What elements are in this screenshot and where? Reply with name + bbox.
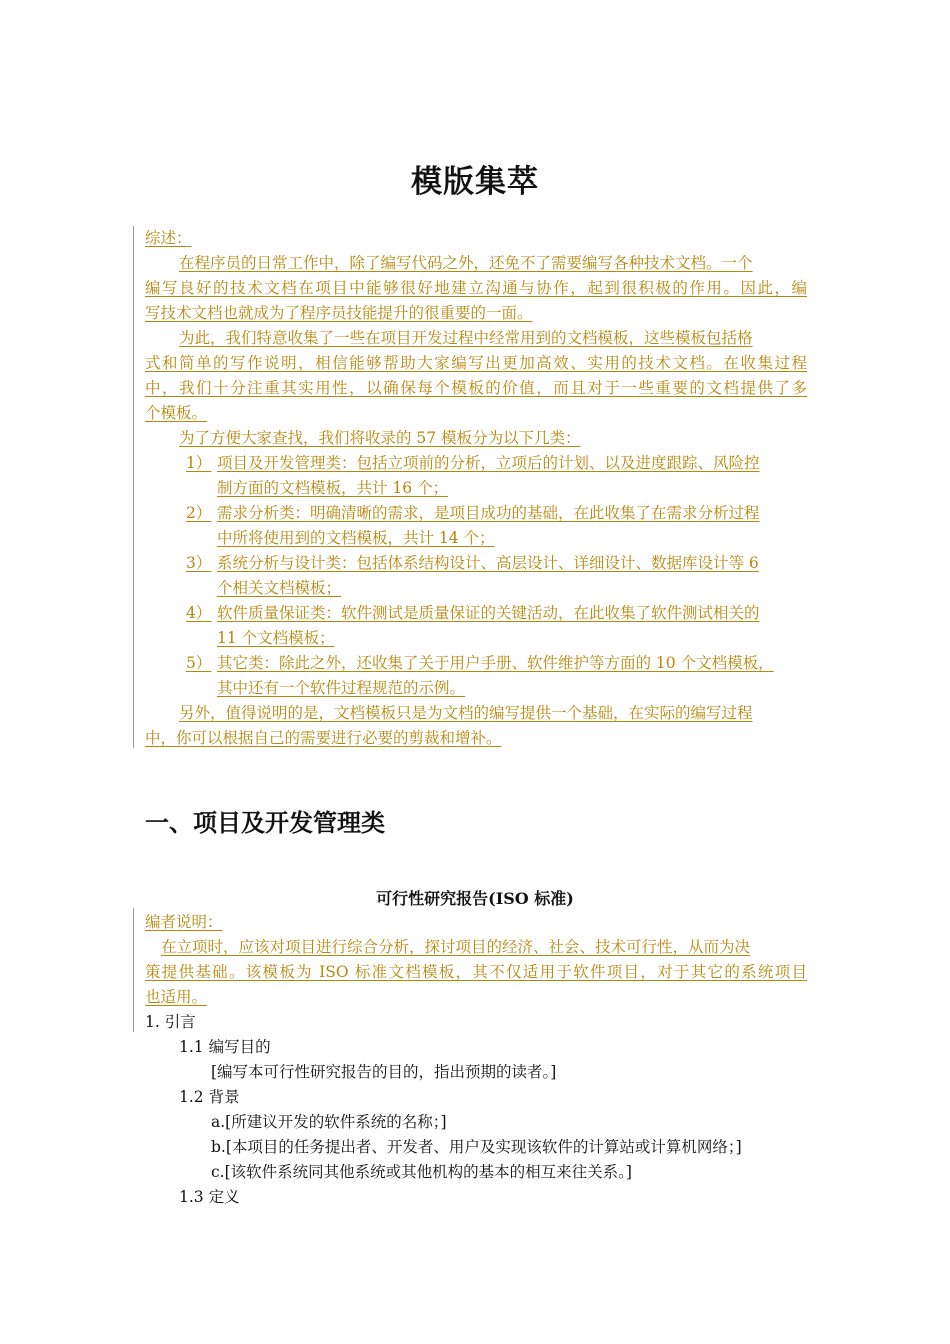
list-item-1-line2: 制方面的文档模板，共计 16 个； <box>217 479 449 497</box>
outline-section-1-1-text: [编写本可行性研究报告的目的，指出预期的读者。] <box>211 1063 557 1081</box>
intro-p2-line2: 式和简单的写作说明，相信能够帮助大家编写出更加高效、实用的技术文档。在收集过程 <box>145 354 807 372</box>
intro-p4-line1: 另外，值得说明的是，文档模板只是为文档的编写提供一个基础，在实际的编写过程 <box>179 704 753 722</box>
outline-section-1: 1. 引言 <box>145 1013 196 1031</box>
list-item-5-line2: 其中还有一个软件过程规范的示例。 <box>217 679 466 697</box>
list-item-5-line1: 其它类：除此之外，还收集了关于用户手册、软件维护等方面的 10 个文档模板， <box>217 654 774 672</box>
list-item-1-line1: 项目及开发管理类：包括立项前的分析，立项后的计划、以及进度跟踪、风险控 <box>217 454 760 472</box>
intro-p1-line3: 写技术文档也就成为了程序员技能提升的很重要的一面。 <box>145 304 533 322</box>
outline-section-1-2-c: c.[该软件系统同其他系统或其他机构的基本的相互来往关系。] <box>211 1163 632 1181</box>
intro-p2-line4: 个模板。 <box>145 404 208 422</box>
editor-line2: 策提供基础。该模板为 ISO 标准文档模板，其不仅适用于软件项目，对于其它的系统项目 <box>145 963 807 981</box>
document-title: 模版集萃 <box>411 164 539 200</box>
editor-line3: 也适用。 <box>145 988 208 1006</box>
editor-label: 编者说明： <box>145 913 223 931</box>
editor-line1: 在立项时，应该对项目进行综合分析，探讨项目的经济、社会、技术可行性，从而为决 <box>161 938 751 956</box>
outline-section-1-2: 1.2 背景 <box>179 1088 240 1106</box>
list-item-1-number: 1） <box>186 454 212 472</box>
list-item-5-number: 5） <box>186 654 212 672</box>
outline-section-1-2-a: a.[所建议开发的软件系统的名称；] <box>211 1113 447 1131</box>
list-item-2-line2: 中所将使用到的文档模板，共计 14 个； <box>217 529 495 547</box>
list-item-3-line1: 系统分析与设计类：包括体系结构设计、高层设计、详细设计、数据库设计等 6 <box>217 554 759 572</box>
list-item-2-number: 2） <box>186 504 212 522</box>
list-item-3-number: 3） <box>186 554 212 572</box>
list-item-2-line1: 需求分析类：明确清晰的需求，是项目成功的基础，在此收集了在需求分析过程 <box>217 504 760 522</box>
list-item-3-line2: 个相关文档模板； <box>217 579 342 597</box>
change-bar-editor <box>133 908 134 1032</box>
intro-p1-line1: 在程序员的日常工作中，除了编写代码之外，还免不了需要编写各种技术文档。一个 <box>179 254 753 272</box>
outline-section-1-2-b: b.[本项目的任务提出者、开发者、用户及实现该软件的计算站或计算机网络；] <box>211 1138 742 1156</box>
intro-p3: 为了方便大家查找，我们将收录的 57 模板分为以下几类： <box>179 429 581 447</box>
intro-p2-line1: 为此，我们特意收集了一些在项目开发过程中经常用到的文档模板，这些模板包括格 <box>179 329 753 347</box>
outline-section-1-3: 1.3 定义 <box>179 1188 240 1206</box>
list-item-4-line1: 软件质量保证类：软件测试是质量保证的关键活动，在此收集了软件测试相关的 <box>217 604 760 622</box>
intro-p4-line2: 中，你可以根据自己的需要进行必要的剪裁和增补。 <box>145 729 502 747</box>
change-bar-intro <box>133 226 134 748</box>
outline-section-1-1: 1.1 编写目的 <box>179 1038 271 1056</box>
section-heading: 一、项目及开发管理类 <box>145 809 385 837</box>
intro-label: 综述： <box>145 229 192 247</box>
intro-p2-line3: 中，我们十分注重其实用性，以确保每个模板的价值，而且对于一些重要的文档提供了多 <box>145 379 807 397</box>
list-item-4-number: 4） <box>186 604 212 622</box>
template-title: 可行性研究报告(ISO 标准) <box>376 889 574 908</box>
list-item-4-line2: 11 个文档模板； <box>217 629 335 647</box>
intro-p1-line2: 编写良好的技术文档在项目中能够很好地建立沟通与协作，起到很积极的作用。因此，编 <box>145 279 807 297</box>
